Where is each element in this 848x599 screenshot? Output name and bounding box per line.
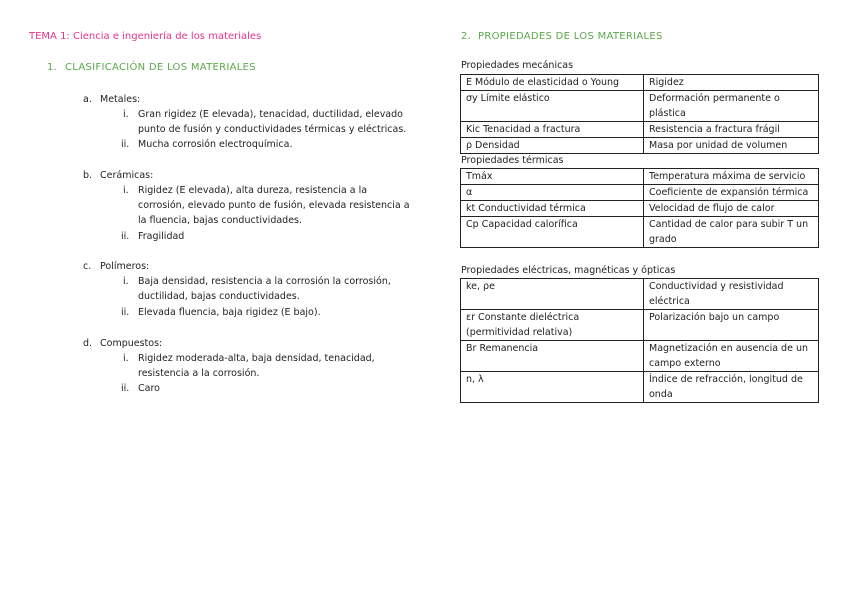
item-number: ii. [121, 383, 130, 394]
table-termicas [460, 168, 819, 248]
table-cell: ρ Densidad [461, 138, 644, 154]
table-cell: Deformación permanente o plástica [644, 91, 819, 122]
table-electricas [460, 278, 819, 403]
category-name: Metales: [100, 94, 141, 105]
table-subtitle-termicas: Propiedades térmicas [461, 155, 564, 166]
table-row [461, 310, 819, 341]
item-line: punto de fusión y conductividades térmicas y eléctricas. [138, 124, 407, 135]
table-row [461, 372, 819, 403]
section-2-title: PROPIEDADES DE LOS MATERIALES [478, 31, 663, 42]
table-cell: Velocidad de flujo de calor [644, 201, 819, 217]
table-cell: σy Límite elástico [461, 91, 644, 122]
table-cell: α [461, 185, 644, 201]
item-line: ductilidad, bajas conductividades. [138, 291, 300, 302]
table-cell: Índice de refracción, longitud de onda [644, 372, 819, 403]
table-cell: Resistencia a fractura frágil [644, 122, 819, 138]
table-cell: Cantidad de calor para subir T un grado [644, 217, 819, 248]
table-subtitle-electricas: Propiedades eléctricas, magnéticas y ópticas [461, 265, 676, 276]
category-letter: b. [83, 170, 93, 181]
category-letter: a. [83, 94, 92, 105]
item-line: Fragilidad [138, 231, 185, 242]
page-title: TEMA 1: Ciencia e ingeniería de los materiales [29, 31, 262, 42]
table-row [461, 185, 819, 201]
table-row [461, 138, 819, 154]
item-number: i. [123, 276, 129, 287]
category-name: Compuestos: [100, 338, 163, 349]
table-cell: n, λ [461, 372, 644, 403]
table-cell: Kic Tenacidad a fractura [461, 122, 644, 138]
item-number: i. [123, 109, 129, 120]
table-cell: E Módulo de elasticidad o Young [461, 75, 644, 91]
item-line: Elevada fluencia, baja rigidez (E bajo). [138, 307, 321, 318]
item-line: Caro [138, 383, 160, 394]
section-1-number: 1. [47, 62, 58, 73]
table-row [461, 201, 819, 217]
item-number: ii. [121, 139, 130, 150]
table-cell: Temperatura máxima de servicio [644, 169, 819, 185]
item-line: Baja densidad, resistencia a la corrosión la corrosión, [138, 276, 391, 287]
table-mecanicas [460, 74, 819, 154]
item-number: ii. [121, 307, 130, 318]
table-row [461, 279, 819, 310]
item-line: Rigidez (E elevada), alta dureza, resistencia a la [138, 185, 368, 196]
item-number: i. [123, 185, 129, 196]
table-cell: Cp Capacidad calorífica [461, 217, 644, 248]
table-row [461, 341, 819, 372]
table-cell: Rigidez [644, 75, 819, 91]
table-row [461, 75, 819, 91]
table-cell: ke, ρe [461, 279, 644, 310]
table-row [461, 169, 819, 185]
category-name: Cerámicas: [100, 170, 154, 181]
item-line: Gran rigidez (E elevada), tenacidad, ductilidad, elevado [138, 109, 403, 120]
item-line: la fluencia, bajas conductividades. [138, 215, 303, 226]
item-line: corrosión, elevado punto de fusión, elevada resistencia a [138, 200, 410, 211]
table-row [461, 91, 819, 122]
item-line: resistencia a la corrosión. [138, 368, 260, 379]
item-line: Mucha corrosión electroquímica. [138, 139, 293, 150]
table-subtitle-mecanicas: Propiedades mecánicas [461, 60, 574, 71]
section-1-title: CLASIFICACIÓN DE LOS MATERIALES [65, 62, 256, 73]
table-row [461, 122, 819, 138]
category-letter: c. [83, 261, 92, 272]
section-2-number: 2. [461, 31, 472, 42]
table-cell: Tmáx [461, 169, 644, 185]
table-cell: Magnetización en ausencia de un campo externo [644, 341, 819, 372]
item-line: Rigidez moderada-alta, baja densidad, tenacidad, [138, 353, 375, 364]
table-cell: Conductividad y resistividad eléctrica [644, 279, 819, 310]
item-number: i. [123, 353, 129, 364]
table-cell: kt Conductividad térmica [461, 201, 644, 217]
category-letter: d. [83, 338, 93, 349]
table-cell: Polarización bajo un campo [644, 310, 819, 341]
item-number: ii. [121, 231, 130, 242]
table-row [461, 217, 819, 248]
table-cell: Masa por unidad de volumen [644, 138, 819, 154]
table-cell: εr Constante dieléctrica (permitividad relativa) [461, 310, 644, 341]
table-cell: Coeficiente de expansión térmica [644, 185, 819, 201]
category-name: Polímeros: [100, 261, 150, 272]
table-cell: Br Remanencia [461, 341, 644, 372]
